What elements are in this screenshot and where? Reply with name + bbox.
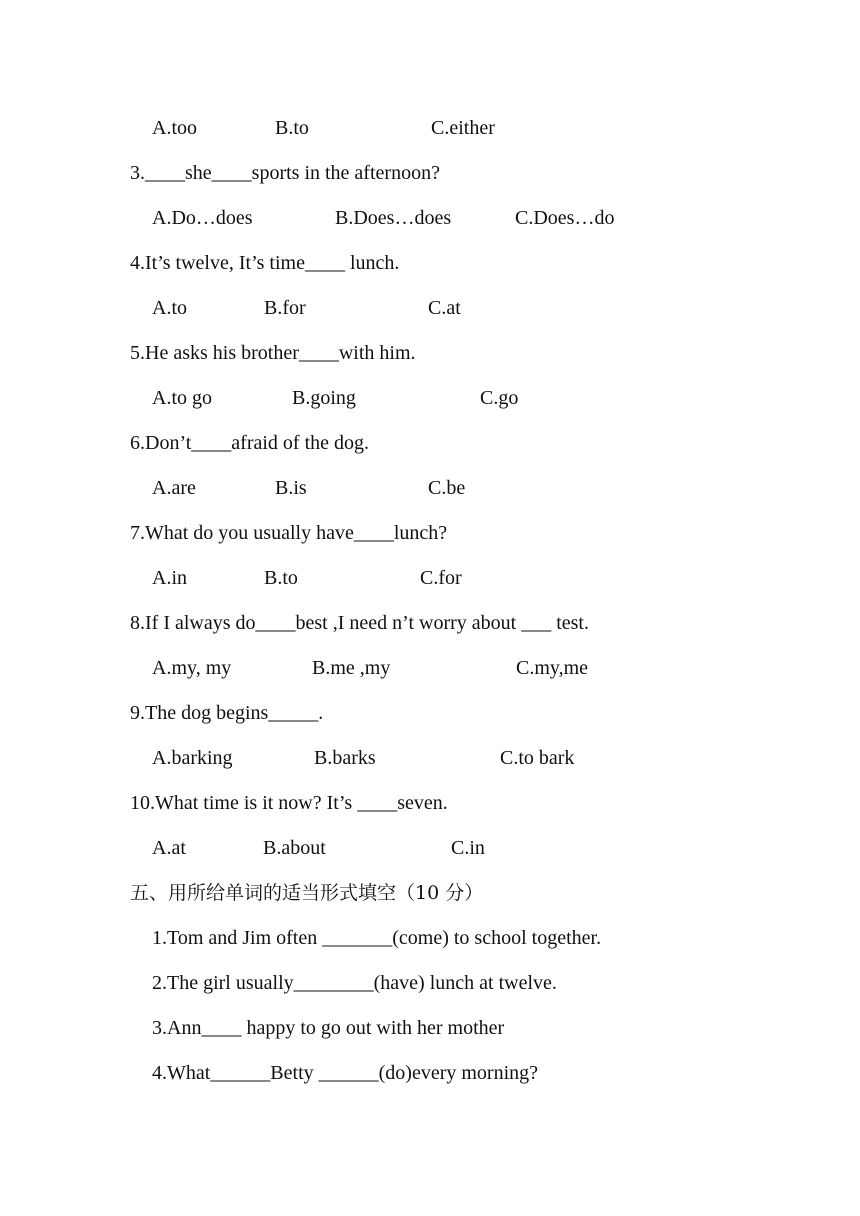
option-a: A.are <box>152 477 196 499</box>
fill-item-1: 1.Tom and Jim often _______(come) to school together. <box>152 927 602 949</box>
question-stem: 8.If I always do____best ,I need n’t worry about ___ test. <box>130 612 589 634</box>
question-stem: 3.____she____sports in the afternoon? <box>130 162 440 184</box>
option-b: B.for <box>264 297 306 319</box>
question-stem: 9.The dog begins_____. <box>130 702 324 724</box>
option-a: A.too <box>152 117 197 139</box>
option-b: B.is <box>275 477 307 499</box>
fill-item-4: 4.What______Betty ______(do)every morning? <box>152 1062 539 1084</box>
option-b: B.to <box>275 117 309 139</box>
option-a: A.to go <box>152 387 212 409</box>
option-b: B.going <box>292 387 356 409</box>
option-a: A.in <box>152 567 187 589</box>
option-a: A.barking <box>152 747 233 769</box>
question-stem: 4.It’s twelve, It’s time____ lunch. <box>130 252 400 274</box>
option-a: A.at <box>152 837 186 859</box>
option-c: C.be <box>428 477 466 499</box>
option-c: C.my,me <box>516 657 589 679</box>
option-c: C.at <box>428 297 461 319</box>
fill-item-2: 2.The girl usually________(have) lunch at twelve. <box>152 972 557 994</box>
option-c: C.to bark <box>500 747 575 769</box>
option-a: A.Do…does <box>152 207 253 229</box>
fill-item-3: 3.Ann____ happy to go out with her mother <box>152 1017 505 1039</box>
option-c: C.go <box>480 387 519 409</box>
option-b: B.to <box>264 567 298 589</box>
option-c: C.Does…do <box>515 207 615 229</box>
option-b: B.Does…does <box>335 207 452 229</box>
question-stem: 10.What time is it now? It’s ____seven. <box>130 792 448 814</box>
option-a: A.to <box>152 297 187 319</box>
question-stem: 6.Don’t____afraid of the dog. <box>130 432 370 454</box>
option-c: C.for <box>420 567 462 589</box>
option-b: B.barks <box>314 747 376 769</box>
section-title: 五、用所给单词的适当形式填空（10 分） <box>130 882 484 904</box>
question-stem: 5.He asks his brother____with him. <box>130 342 416 364</box>
option-c: C.either <box>431 117 495 139</box>
option-a: A.my, my <box>152 657 232 679</box>
option-b: B.about <box>263 837 326 859</box>
question-stem: 7.What do you usually have____lunch? <box>130 522 448 544</box>
option-b: B.me ,my <box>312 657 391 679</box>
option-c: C.in <box>451 837 485 859</box>
